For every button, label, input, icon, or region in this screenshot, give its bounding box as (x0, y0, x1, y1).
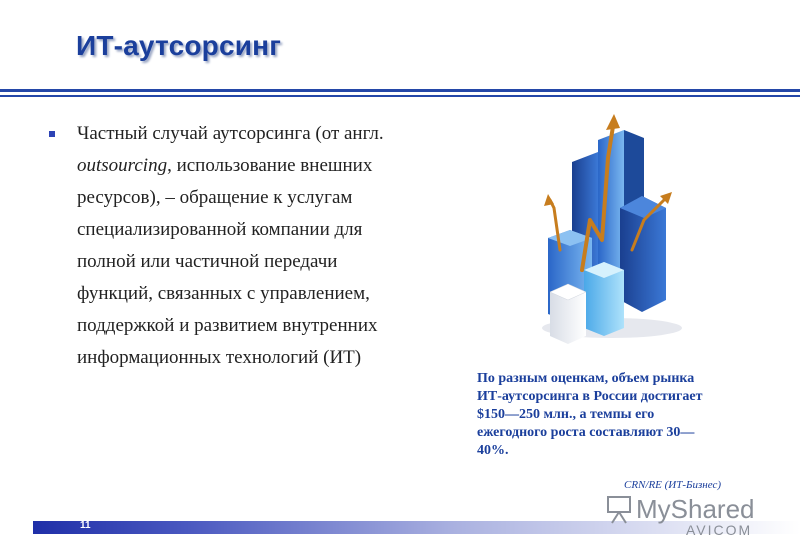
body-line-rest: , использование внешних (167, 155, 373, 176)
page-number: 11 (80, 520, 91, 531)
bullet-marker (49, 131, 55, 137)
watermark-sub: AVICOM (686, 522, 753, 538)
body-line: информационных технологий (ИТ) (77, 347, 362, 368)
note-line: ИТ-аутсорсинга в России достигает (477, 389, 703, 404)
market-note (477, 370, 777, 460)
body-line: поддержкой и развитием внутренних (77, 315, 378, 336)
definition-text (77, 118, 437, 374)
note-line: По разным оценкам, объем рынка (477, 371, 695, 386)
title-rule-bottom (0, 95, 800, 97)
body-term: outsourcing (77, 155, 168, 176)
note-line: $150—250 млн., а темпы его (477, 407, 655, 422)
body-line: функций, связанных с управлением, (77, 283, 370, 304)
body-line: полной или частичной передачи (77, 251, 338, 272)
rising-bars-arrows-icon (520, 100, 720, 350)
slide-title: ИТ-аутсорсинг (76, 30, 282, 61)
note-line: ежегодного роста составляют 30— (477, 425, 695, 440)
presentation-board-icon (606, 494, 634, 524)
watermark-brand: MyShared (636, 494, 755, 524)
body-line (77, 150, 437, 182)
note-line: 40%. (477, 443, 509, 458)
myshared-watermark (606, 494, 755, 538)
body-line: Частный случай аутсорсинга (от англ. (77, 123, 384, 144)
body-line: специализированной компании для (77, 219, 363, 240)
body-line: ресурсов), – обращение к услугам (77, 187, 353, 208)
source-caption: CRN/RE (ИТ-Бизнес) (624, 479, 722, 491)
title-rule-top (0, 89, 800, 92)
